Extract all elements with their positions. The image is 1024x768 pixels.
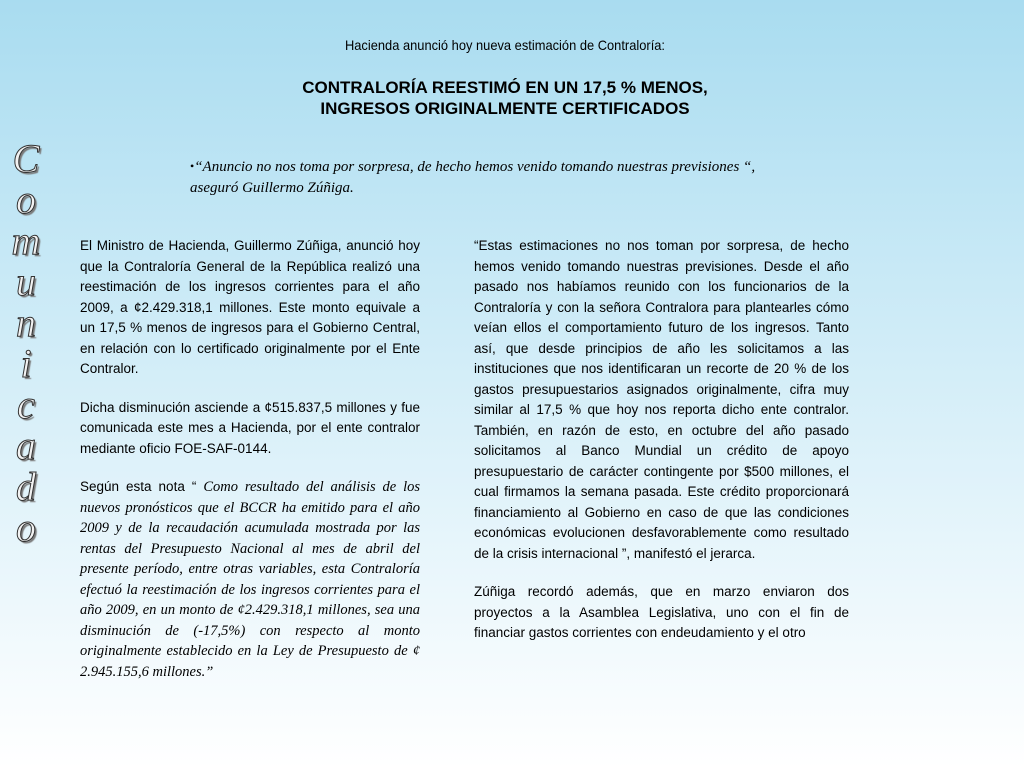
kicker-line: Hacienda anunció hoy nueva estimación de Contraloría: [344, 37, 666, 53]
vertical-word-comunicado [8, 138, 44, 548]
left-paragraph-3-quote: Como resultado del análisis de los nuevos pronósticos que el BCCR ha emitido para el año 2009 y de la recaudación acumulada mostrada por las rentas del Presupuesto Nacional al mes de abril del presente período, entre otras variables, esta Contraloría efectuó la reestimación de los ingresos corrientes para el año 2009, en un monto de ¢2.429.318,1 millones, sea una disminución de (-17,5%) con respecto al monto originalmente establecido en la Ley de Presupuesto de ¢ 2.945.155,6 millones.” [80, 479, 421, 680]
left-paragraph-2: Dicha disminución asciende a ¢515.837,5 millones y fue comunicada este mes a Hacienda, por el ente contralor mediante oficio FOE-SAF-0144. [80, 399, 420, 456]
headline [0, 77, 1010, 119]
vertical-letter: i [20, 341, 32, 386]
vertical-letter: o [16, 177, 36, 222]
pull-quote-text: “Anuncio no nos toma por sorpresa, de hecho hemos venido tomando nuestras previsiones “, aseguró Guillermo Zúñiga. [190, 159, 756, 196]
vertical-letter: u [16, 259, 36, 304]
right-paragraph-1: “Estas estimaciones no nos toman por sorpresa, de hecho hemos venido tomando nuestras previsiones. Desde el año pasado nos habíamos reunido con los funcionarios de la Contraloría y con la señora Contralora para plantearles cómo veían ellos el comportamiento futuro de los ingresos. Tanto así, que desde principios de año les solicitamos a las instituciones que nos identificaran un recorte de 20 % de los gastos presupuestarios asignados originalmente, cifra muy similar al 17,5 % que hoy nos reporta dicho ente contralor. También, en razón de esto, en octubre del año pasado solicitamos al Banco Mundial un crédito de apoyo presupuestario de carácter contingente por $500 millones, el cual firmamos la semana pasada. Este crédito proporcionará financiamiento al Gobierno en caso de que las condiciones económicas evolucionen desfavorablemente como resultado de la crisis internacional ”, manifestó el jerarca. [474, 238, 849, 561]
vertical-letter: d [16, 464, 36, 509]
headline-line-2: INGRESOS ORIGINALMENTE CERTIFICADOS [320, 99, 690, 118]
vertical-letter: c [17, 382, 35, 427]
left-paragraph-3 [80, 477, 420, 682]
bullet-icon: • [190, 159, 195, 173]
left-paragraph-3-lead: Según esta nota “ [80, 479, 204, 494]
left-column [80, 236, 420, 700]
vertical-letter: C [12, 136, 40, 181]
right-paragraph-2: Zúñiga recordó además, que en marzo enviaron dos proyectos a la Asamblea Legislativa, uno con el fin de financiar gastos corrientes con endeudamiento y el otro [474, 584, 849, 640]
vertical-letter: o [16, 505, 36, 550]
vertical-letter: a [16, 423, 36, 468]
vertical-letter: m [11, 218, 41, 263]
right-column [474, 236, 849, 662]
left-paragraph-1: El Ministro de Hacienda, Guillermo Zúñiga, anunció hoy que la Contraloría General de la República realizó una reestimación de los ingresos corrientes para el año 2009, a ¢2.429.318,1 millones. Este monto equivale a un 17,5 % menos de ingresos para el Gobierno Central, en relación con lo certificado originalmente por el Ente Contralor. [80, 238, 420, 376]
headline-line-1: CONTRALORÍA REESTIMÓ EN UN 17,5 % MENOS, [302, 78, 708, 97]
pull-quote [190, 156, 770, 199]
vertical-letter: n [16, 300, 36, 345]
